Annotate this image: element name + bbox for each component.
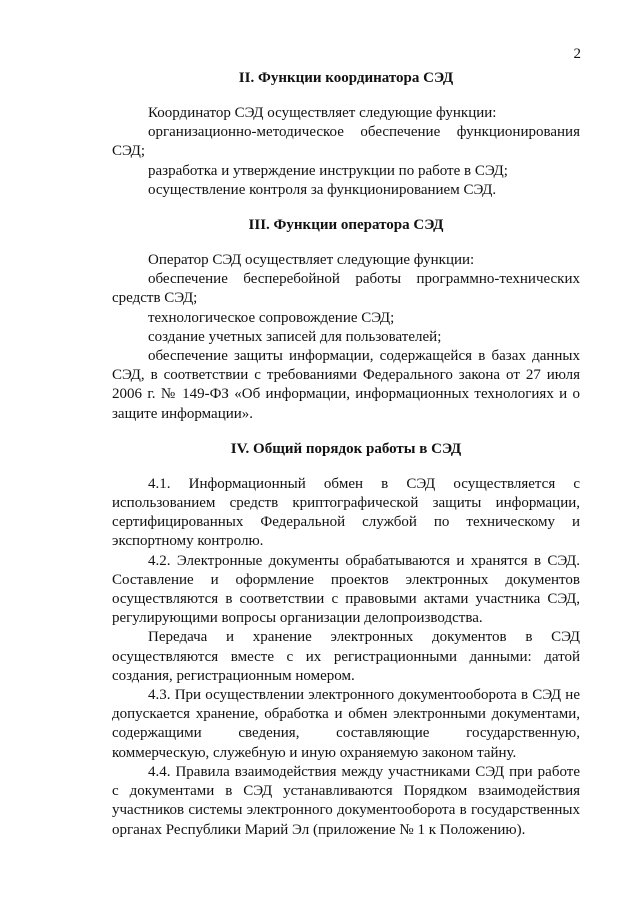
paragraph: разработка и утверждение инструкции по работе в СЭД; [148,162,508,179]
document-body [112,68,580,840]
paragraph: 4.1. Информационный обмен в СЭД осуществляется с использованием средств криптографической защиты информации, сертифицированных Федеральной службой по техническому и экспортному контролю. [112,475,580,550]
paragraph: 4.4. Правила взаимодействия между участниками СЭД при работе с документами в СЭД устанавливаются Порядком взаимодействия участников системы электронного документооборота в государственных органах Республики Марий Эл (приложение № 1 к Положению). [112,763,580,838]
page-number: 2 [573,46,581,62]
section-heading-coordinator: II. Функции координатора СЭД [238,70,454,86]
paragraph: обеспечение защиты информации, содержащейся в базах данных СЭД, в соответствии с требованиями Федерального закона от 27 июля 2006 г. № 149-ФЗ «Об информации, информационных технологиях и о защите информации». [112,348,580,422]
paragraph: Координатор СЭД осуществляет следующие функции: [148,105,497,121]
section-heading-operator: III. Функции оператора СЭД [248,217,444,234]
paragraph: технологическое сопровождение СЭД; [148,309,395,326]
section-heading-general-procedure: IV. Общий порядок работы в СЭД [230,440,462,457]
paragraph: 4.3. При осуществлении электронного документооборота в СЭД не допускается хранение, обработка и обмен электронными документами, содержащими сведения, составляющие государственную, коммерческую, служебную и иную охраняемую законом тайну. [112,687,580,761]
paragraph: Оператор СЭД осуществляет следующие функции: [148,252,475,269]
paragraph: 4.2. Электронные документы обрабатываются и хранятся в СЭД. Составление и оформление проектов электронных документов осуществляются в соответствии с правовыми актами участника СЭД, регулирующими вопросы организации делопроизводства. [112,552,580,627]
paragraph: обеспечение бесперебойной работы программно-технических средств СЭД; [112,271,580,307]
paragraph: создание учетных записей для пользователей; [148,328,442,345]
paragraph: организационно-методическое обеспечение функционирования СЭД; [112,124,580,160]
paragraph: осуществление контроля за функционированием СЭД. [148,181,497,198]
paragraph: Передача и хранение электронных документов в СЭД осуществляются вместе с их регистрационными данными: датой создания, регистрационным номером. [112,629,580,684]
